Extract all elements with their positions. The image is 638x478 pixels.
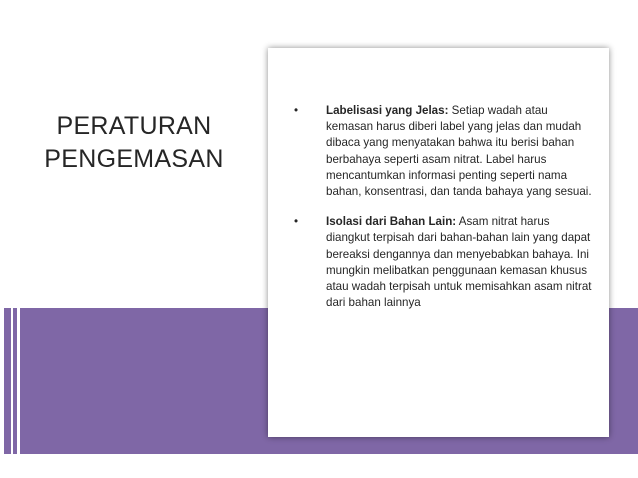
title-line-1: PERATURAN (56, 112, 212, 140)
bullet-body-text: Asam nitrat harus diangkut terpisah dari bahan-bahan lain yang dapat bereaksi dengannya dan menyebabkan bahaya. Ini mungkin melibatkan penggunaan kemasan khusus atau wadah terpisah untuk memisahkan asam nitrat dari bahan lainnya (326, 215, 592, 310)
left-accent-bar (4, 308, 11, 454)
bullet-list (283, 103, 593, 325)
bullet-item-labelisasi (283, 103, 593, 200)
title-line-2: PENGEMASAN (44, 145, 224, 173)
bullet-lead-text: Labelisasi yang Jelas: (326, 104, 449, 117)
bullet-icon: • (294, 104, 299, 117)
slide-title (34, 110, 234, 176)
bullet-icon: • (294, 215, 299, 229)
left-accent-bar-thin (13, 308, 17, 454)
bullet-item-isolasi (283, 214, 593, 311)
bullet-body-text: Setiap wadah atau kemasan harus diberi label yang jelas dan mudah dibaca yang menyatakan bahwa itu berisi bahan berbahaya seperti asam nitrat. Label harus mencantumkan informasi penting seperti nama bahan, konsentrasi, dan tanda bahaya yang sesuai. (326, 104, 592, 199)
bullet-lead-text: Isolasi dari Bahan Lain: (326, 215, 457, 229)
